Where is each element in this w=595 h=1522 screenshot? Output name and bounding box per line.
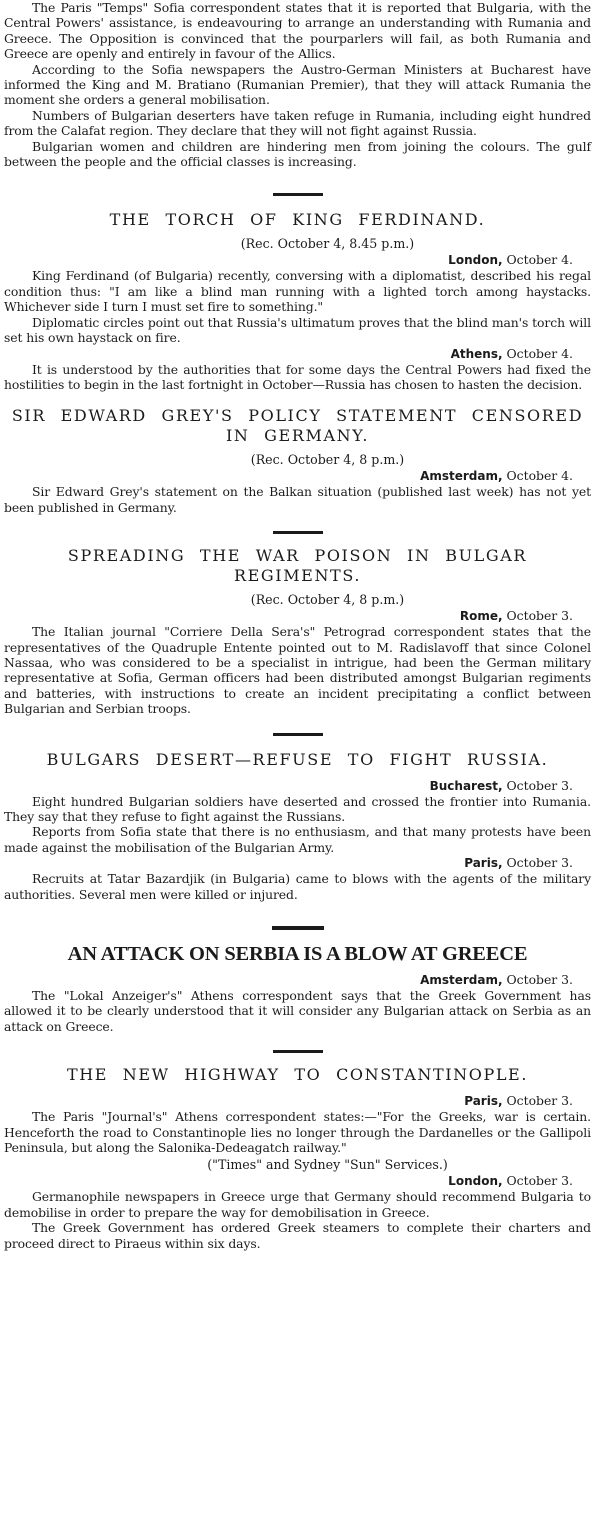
dateline-date: October 4.: [506, 252, 573, 268]
dateline-paris: [4, 1093, 591, 1109]
headline-desert: BULGARS DESERT—REFUSE TO FIGHT RUSSIA.: [46, 749, 549, 769]
headline-poison: SPREADING THE WAR POISON IN BULGAR REGIMENTS.: [67, 546, 528, 586]
dateline-place: Bucharest,: [429, 778, 503, 793]
dateline-date: October 3.: [506, 855, 573, 871]
rec-torch: (Rec. October 4, 8.45 p.m.): [240, 236, 415, 252]
dateline-place: Amsterdam,: [420, 469, 503, 484]
rec-grey: (Rec. October 4, 8 p.m.): [250, 452, 405, 468]
poison-paragraph-1: The Italian journal "Corriere Della Sera's" Petrograd correspondent states that the representatives of the Quadruple Entente pointed out to M. Radislavoff that since Colonel Nassaa, who was considered to be a specialist in intrigue, had been the German military representative at Sofia, German officers had been distributed amongst Bulgarian regiments and batteries, with instructions to create an incident precipitating a conflict between Bulgarian and Serbian troops.: [4, 624, 591, 717]
desert-paragraph-3: Recruits at Tatar Bazardjik (in Bulgaria) came to blows with the agents of the military authorities. Several men were killed or injured.: [4, 871, 591, 902]
dateline-athens: [4, 346, 591, 362]
section-divider: [273, 193, 323, 196]
intro-paragraph-4: Bulgarian women and children are hindering men from joining the colours. The gulf between the people and the official classes is increasing.: [4, 138, 591, 170]
desert-paragraph-2: Reports from Sofia state that there is no enthusiasm, and that many protests have been made against the mobilisation of the Bulgarian Army.: [4, 824, 591, 855]
section-divider: [273, 1050, 323, 1053]
article-highway: [4, 1065, 591, 1251]
torch-paragraph-2: Diplomatic circles point out that Russia's ultimatum proves that the blind man's torch will set his own haystack on fire.: [4, 314, 591, 346]
dateline-amsterdam: [4, 468, 591, 484]
dateline-bucharest: [4, 778, 591, 794]
torch-paragraph-3: It is understood by the authorities that for some days the Central Powers had fixed the hostilities to begin in the last fortnight in October—Russia has chosen to hasten the decision.: [4, 361, 591, 392]
dateline-place: London,: [448, 1174, 503, 1189]
article-torch: [4, 210, 591, 392]
dateline-amsterdam: [4, 972, 591, 988]
dateline-date: October 4.: [506, 345, 573, 361]
desert-paragraph-1: Eight hundred Bulgarian soldiers have deserted and crossed the frontier into Rumania. They say that they refuse to fight against the Russians.: [4, 793, 591, 824]
dateline-date: October 3.: [506, 608, 573, 624]
dateline-paris: [4, 855, 591, 871]
dateline-london: [4, 252, 591, 268]
section-divider: [273, 531, 323, 534]
dateline-place: Paris,: [464, 856, 503, 871]
highway-paragraph-3: The Greek Government has ordered Greek steamers to complete their charters and proceed direct to Piraeus within six days.: [4, 1220, 591, 1251]
dateline-date: October 3.: [506, 777, 573, 793]
article-grey: [4, 406, 591, 515]
highway-paragraph-1: The Paris "Journal's" Athens correspondent states:—"For the Greeks, war is certain. Henceforth the road to Constantinople lies no longer through the Dardanelles or the Gallipoli Peninsula, but along the Salonika-Dedeagatch railway.": [4, 1109, 591, 1156]
dateline-place: Rome,: [459, 609, 503, 624]
dateline-place: London,: [448, 253, 503, 268]
section-divider: [273, 733, 323, 736]
article-attack: [4, 944, 591, 1034]
article-desert: [4, 750, 591, 902]
grey-paragraph-1: Sir Edward Grey's statement on the Balkan situation (published last week) has not yet been published in Germany.: [4, 484, 591, 515]
attack-paragraph-1: The "Lokal Anzeiger's" Athens correspondent says that the Greek Government has allowed it to be clearly understood that it will consider any Bulgarian attack on Serbia as an attack on Greece.: [4, 988, 591, 1034]
headline-torch: THE TORCH OF KING FERDINAND.: [109, 210, 486, 230]
dateline-date: October 3.: [506, 1093, 573, 1109]
rec-poison: (Rec. October 4, 8 p.m.): [250, 592, 405, 608]
dateline-date: October 4.: [506, 468, 573, 484]
section-divider: [272, 926, 324, 930]
intro-paragraph-2: According to the Sofia newspapers the Austro-German Ministers at Bucharest have informed the King and M. Bratiano (Rumanian Premier), that they will attack Rumania the moment she orders a general mobilisation.: [4, 61, 591, 108]
dateline-place: Paris,: [464, 1094, 503, 1109]
dateline-date: October 3.: [506, 972, 573, 987]
dateline-date: October 3.: [506, 1173, 573, 1189]
dateline-place: Athens,: [450, 346, 503, 361]
torch-paragraph-1: King Ferdinand (of Bulgaria) recently, conversing with a diplomatist, described his regal condition thus: "I am like a blind man running with a lighted torch among haystacks. Whichever side I turn I must set fire to something.": [4, 268, 591, 315]
intro-paragraph-1: The Paris "Temps" Sofia correspondent states that it is reported that Bulgaria, with the Central Powers' assistance, is endeavouring to arrange an understanding with Rumania and Greece. The Opposition is convinced that the pourparlers will fail, as both Rumania and Greece are openly and entirely in favour of the Allics.: [4, 0, 591, 62]
highway-paragraph-2: Germanophile newspapers in Greece urge that Germany should recommend Bulgaria to demobilise in order to prepare the way for demobilisation in Greece.: [4, 1189, 591, 1220]
dateline-london: [4, 1173, 591, 1189]
headline-attack: AN ATTACK ON SERBIA IS A BLOW AT GREECE: [67, 943, 528, 965]
dateline-rome: [4, 608, 591, 624]
dateline-place: Amsterdam,: [420, 973, 503, 987]
intro-paragraph-3: Numbers of Bulgarian deserters have taken refuge in Rumania, including eight hundred from the Calafat region. They declare that they will not fight against Russia.: [4, 107, 591, 139]
intro-section: [4, 0, 591, 169]
services-credit: ("Times" and Sydney "Sun" Services.): [207, 1157, 448, 1173]
article-poison: [4, 546, 591, 716]
headline-grey: SIR EDWARD GREY'S POLICY STATEMENT CENSORED IN GERMANY.: [11, 406, 584, 446]
headline-highway: THE NEW HIGHWAY TO CONSTANTINOPLE.: [66, 1065, 529, 1085]
